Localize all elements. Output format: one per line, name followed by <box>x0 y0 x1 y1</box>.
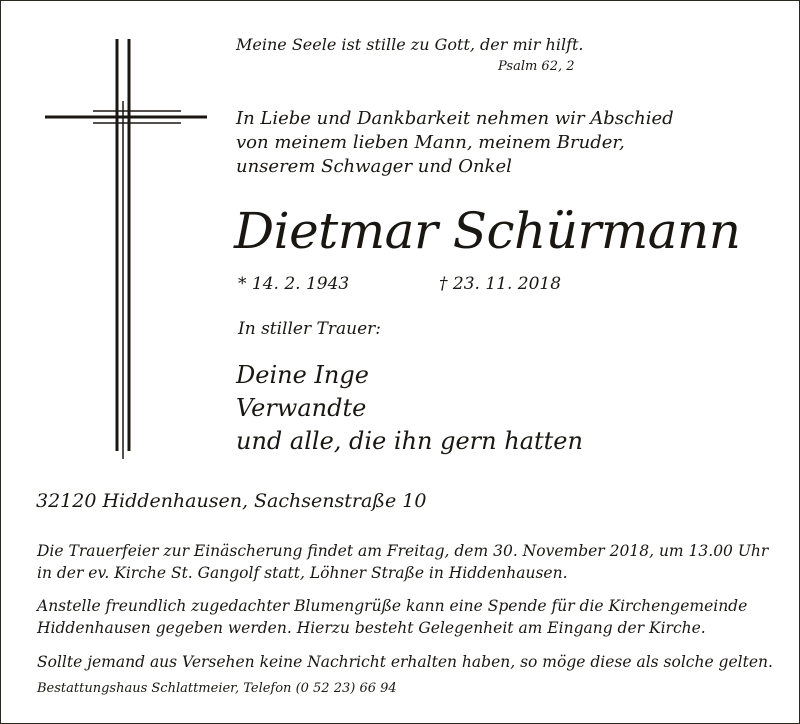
paragraph-line: Anstelle freundlich zugedachter Blumengrüße kann eine Spende für die Kirchengemeinde <box>37 597 748 615</box>
intro-line: von meinem lieben Mann, meinem Bruder, <box>236 132 625 153</box>
intro-line: unserem Schwager und Onkel <box>236 156 512 177</box>
cross-icon <box>41 39 211 459</box>
mourner: und alle, die ihn gern hatten <box>236 427 583 455</box>
mourning-label: In stiller Trauer: <box>238 319 381 339</box>
address: 32120 Hiddenhausen, Sachsenstraße 10 <box>36 490 427 512</box>
funeral-home-footer: Bestattungshaus Schlattmeier, Telefon (0 52 23) 66 94 <box>37 681 397 696</box>
intro-line: In Liebe und Dankbarkeit nehmen wir Abschied <box>236 108 674 129</box>
notice-paragraph <box>37 651 773 673</box>
death-date: † 23. 11. 2018 <box>439 274 562 294</box>
mourner: Verwandte <box>236 394 367 422</box>
birth-date: * 14. 2. 1943 <box>238 274 350 294</box>
mourner: Deine Inge <box>236 361 369 389</box>
deceased-name: Dietmar Schürmann <box>234 202 741 260</box>
mourners-list <box>236 359 583 458</box>
motto-verse: Meine Seele ist stille zu Gott, der mir hilft. <box>236 35 584 54</box>
paragraph-line: Hiddenhausen gegeben werden. Hierzu besteht Gelegenheit am Eingang der Kirche. <box>37 619 706 637</box>
psalm-reference: Psalm 62, 2 <box>498 59 575 74</box>
paragraph-line: Die Trauerfeier zur Einäscherung findet am Freitag, dem 30. November 2018, um 13.00 Uhr <box>37 542 769 560</box>
ceremony-paragraph <box>37 540 768 584</box>
paragraph-line: Sollte jemand aus Versehen keine Nachricht erhalten haben, so möge diese als solche gelten. <box>37 653 773 671</box>
donation-paragraph <box>37 595 747 639</box>
paragraph-line: in der ev. Kirche St. Gangolf statt, Löhner Straße in Hiddenhausen. <box>37 564 568 582</box>
intro-text <box>236 107 674 179</box>
